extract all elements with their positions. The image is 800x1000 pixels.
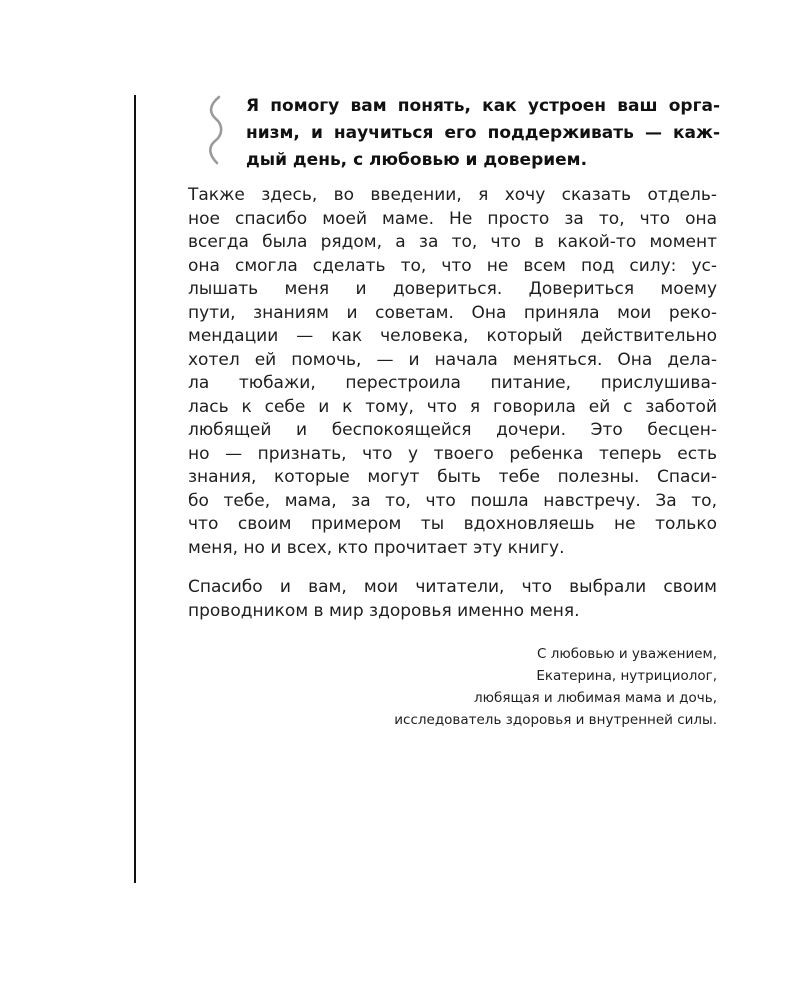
margin-rule (134, 95, 136, 883)
signature-line: исследователь здоровья и внутренней силы. (394, 712, 717, 728)
text-line: что своим примером ты вдохновляешь не только (188, 514, 717, 534)
text-line: лышать меня и довериться. Довериться моему (188, 279, 717, 299)
text-line: хотел ей помочь, — и начала меняться. Она дела- (188, 349, 717, 370)
text-line: но — признать, что у твоего ребенка теперь есть (188, 443, 717, 464)
text-line: всегда была рядом, а за то, что в какой-то момент (188, 232, 717, 252)
quote-line: низм, и научиться его поддерживать — каж- (246, 123, 720, 143)
quote-line: Я помогу вам понять, как устроен ваш орга- (246, 96, 720, 116)
wavy-quote-mark-icon (205, 95, 227, 165)
text-line: меня, но и всех, кто прочитает эту книгу. (188, 537, 565, 558)
signature-line: С любовью и уважением, (537, 646, 717, 662)
body-paragraph-readers (188, 576, 717, 623)
text-line: ла тюбажи, перестроила питание, прислушива- (188, 373, 717, 393)
text-line: Также здесь, во введении, я хочу сказать отдель- (188, 185, 717, 205)
highlighted-quote (246, 93, 720, 174)
signature-line: любящая и любимая мама и дочь, (474, 690, 717, 706)
text-line: Спасибо и вам, мои читатели, что выбрали своим (188, 577, 717, 597)
text-line: знания, которые могут быть тебе полезны. Спаси- (188, 467, 717, 487)
text-line: проводником в мир здоровья именно меня. (188, 600, 580, 621)
text-line: лась к себе и к тому, что я говорила ей с заботой (188, 396, 717, 417)
text-line: любящей и беспокоящейся дочери. Это бесцен- (188, 420, 717, 440)
quote-line: дый день, с любовью и доверием. (246, 150, 588, 170)
text-line: мендации — как человека, который действительно (188, 326, 717, 346)
text-line: бо тебе, мама, за то, что пошла навстречу. За то, (188, 490, 717, 511)
text-line: ное спасибо моей маме. Не просто за то, что она (188, 208, 717, 229)
text-line: она смогла сделать то, что не всем под силу: ус- (188, 255, 717, 276)
author-signature (394, 643, 717, 731)
text-line: пути, знаниям и советам. Она приняла мои реко- (188, 302, 717, 323)
signature-line: Екатерина, нутрициолог, (536, 668, 717, 684)
body-paragraph-gratitude-mother (188, 184, 717, 560)
